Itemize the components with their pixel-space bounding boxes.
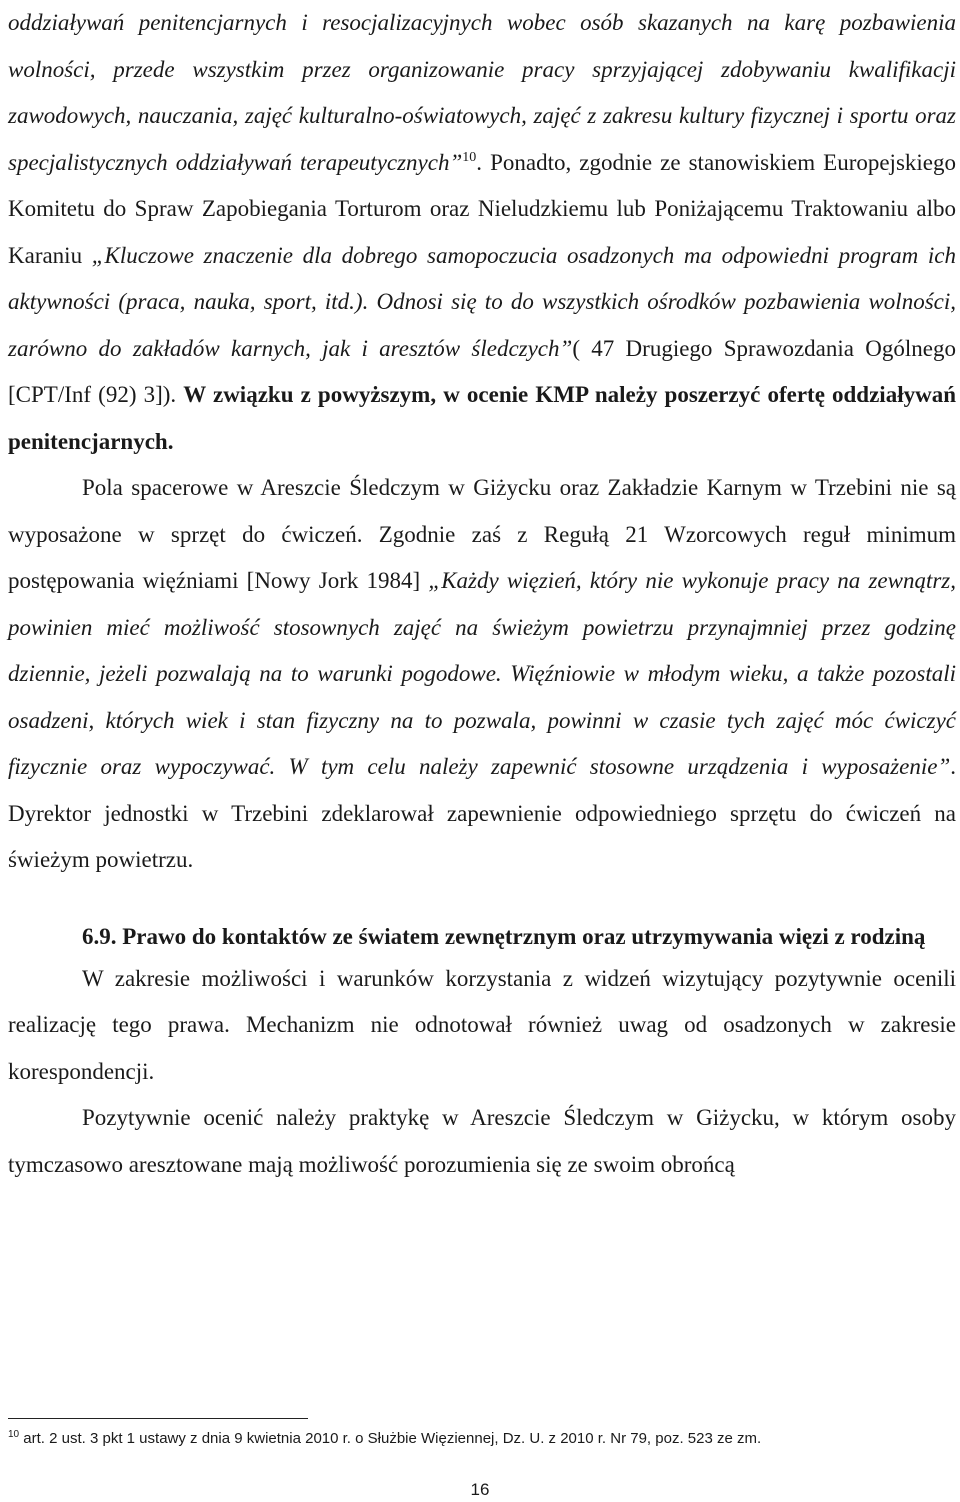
body-paragraph-1 xyxy=(8,0,956,465)
footnote-divider xyxy=(8,1418,308,1419)
footnote-reference[interactable]: 10 xyxy=(462,149,477,165)
page-number: 16 xyxy=(470,1480,490,1499)
footnote-number: 10 xyxy=(8,1429,20,1440)
section-heading: 6.9. Prawo do kontaktów ze światem zewnętrznym oraz utrzymywania więzi z rodziną xyxy=(82,923,926,949)
quote-text: „Każdy więzień, który nie wykonuje pracy na zewnątrz, powinien mieć możliwość stosownych zajęć na świeżym powietrzu przynajmniej przez godzinę dziennie, jeżeli pozwalają na to warunki pogodowe. Więźniowie w młodym wieku, a także pozostali osadzeni, których wiek i stan fizyczny na to pozwala, powinni w czasie tych zajęć móc ćwiczyć fizycznie oraz wypoczywać. W tym celu należy zapewnić stosowne urządzenia i wyposażenie” xyxy=(8,568,956,779)
quote-text: oddziaływań penitencjarnych i resocjalizacyjnych wobec osób skazanych na karę pozbawienia wolności, przede wszystkim przez organizowanie pracy sprzyjającej zdobywaniu kwalifikacji zawodowych, nauczania, zajęć kulturalno-oświatowych, zajęć z zakresu kultury fizycznej i sportu oraz specjalistycznych oddziaływań terapeutycznych” xyxy=(8,10,956,175)
quote-text: „Kluczowe znaczenie dla dobrego samopoczucia osadzonych ma odpowiedni program ich aktywności (praca, nauka, sport, itd.). Odnosi się to do wszystkich ośrodków pozbawienia wolności, zarówno do zakładów karnych, jak i aresztów śledczych” xyxy=(8,242,956,361)
footnote-text: art. 2 ust. 3 pkt 1 ustawy z dnia 9 kwietnia 2010 r. o Służbie Więziennej, Dz. U. z 2010 r. Nr 79, poz. 523 ze zm. xyxy=(19,1430,762,1447)
section-paragraph-1: W zakresie możliwości i warunków korzystania z widzeń wizytujący pozytywnie ocenili realizację tego prawa. Mechanizm nie odnotował również uwag od osadzonych w zakresie korespondencji. xyxy=(8,965,956,1084)
footnote xyxy=(8,1430,956,1447)
document-page xyxy=(8,0,956,1188)
body-text: . Dyrektor jednostki w Trzebini zdeklarował zapewnienie odpowiedniego sprzętu do ćwiczeń na świeżym powietrzu. xyxy=(8,754,956,872)
body-text: Pola spacerowe w Areszcie Śledczym w Giżycku oraz Zakładzie Karnym w Trzebini nie są wyposażone w sprzęt do ćwiczeń. Zgodnie zaś z Regułą 21 Wzorcowych reguł minimum postępowania więźniami [Nowy Jork 1984] xyxy=(8,475,956,593)
section-paragraph-2: Pozytywnie ocenić należy praktykę w Areszcie Śledczym w Giżycku, w którym osoby tymczasowo aresztowane mają możliwość porozumienia się ze swoim obrońcą xyxy=(8,1105,956,1177)
body-paragraph-2 xyxy=(8,465,956,884)
body-text: . Ponadto, zgodnie ze stanowiskiem Europejskiego Komitetu do Spraw Zapobiegania Torturom oraz Nieludzkiemu lub Poniżającemu Traktowaniu albo Karaniu xyxy=(8,149,956,268)
body-text: ( 47 Drugiego Sprawozdania Ogólnego [CPT/Inf (92) 3]). xyxy=(8,335,956,407)
section-spacer xyxy=(8,884,956,922)
recommendation-text: W związku z powyższym, w ocenie KMP należy poszerzyć ofertę oddziaływań penitencjarnych. xyxy=(8,382,956,454)
